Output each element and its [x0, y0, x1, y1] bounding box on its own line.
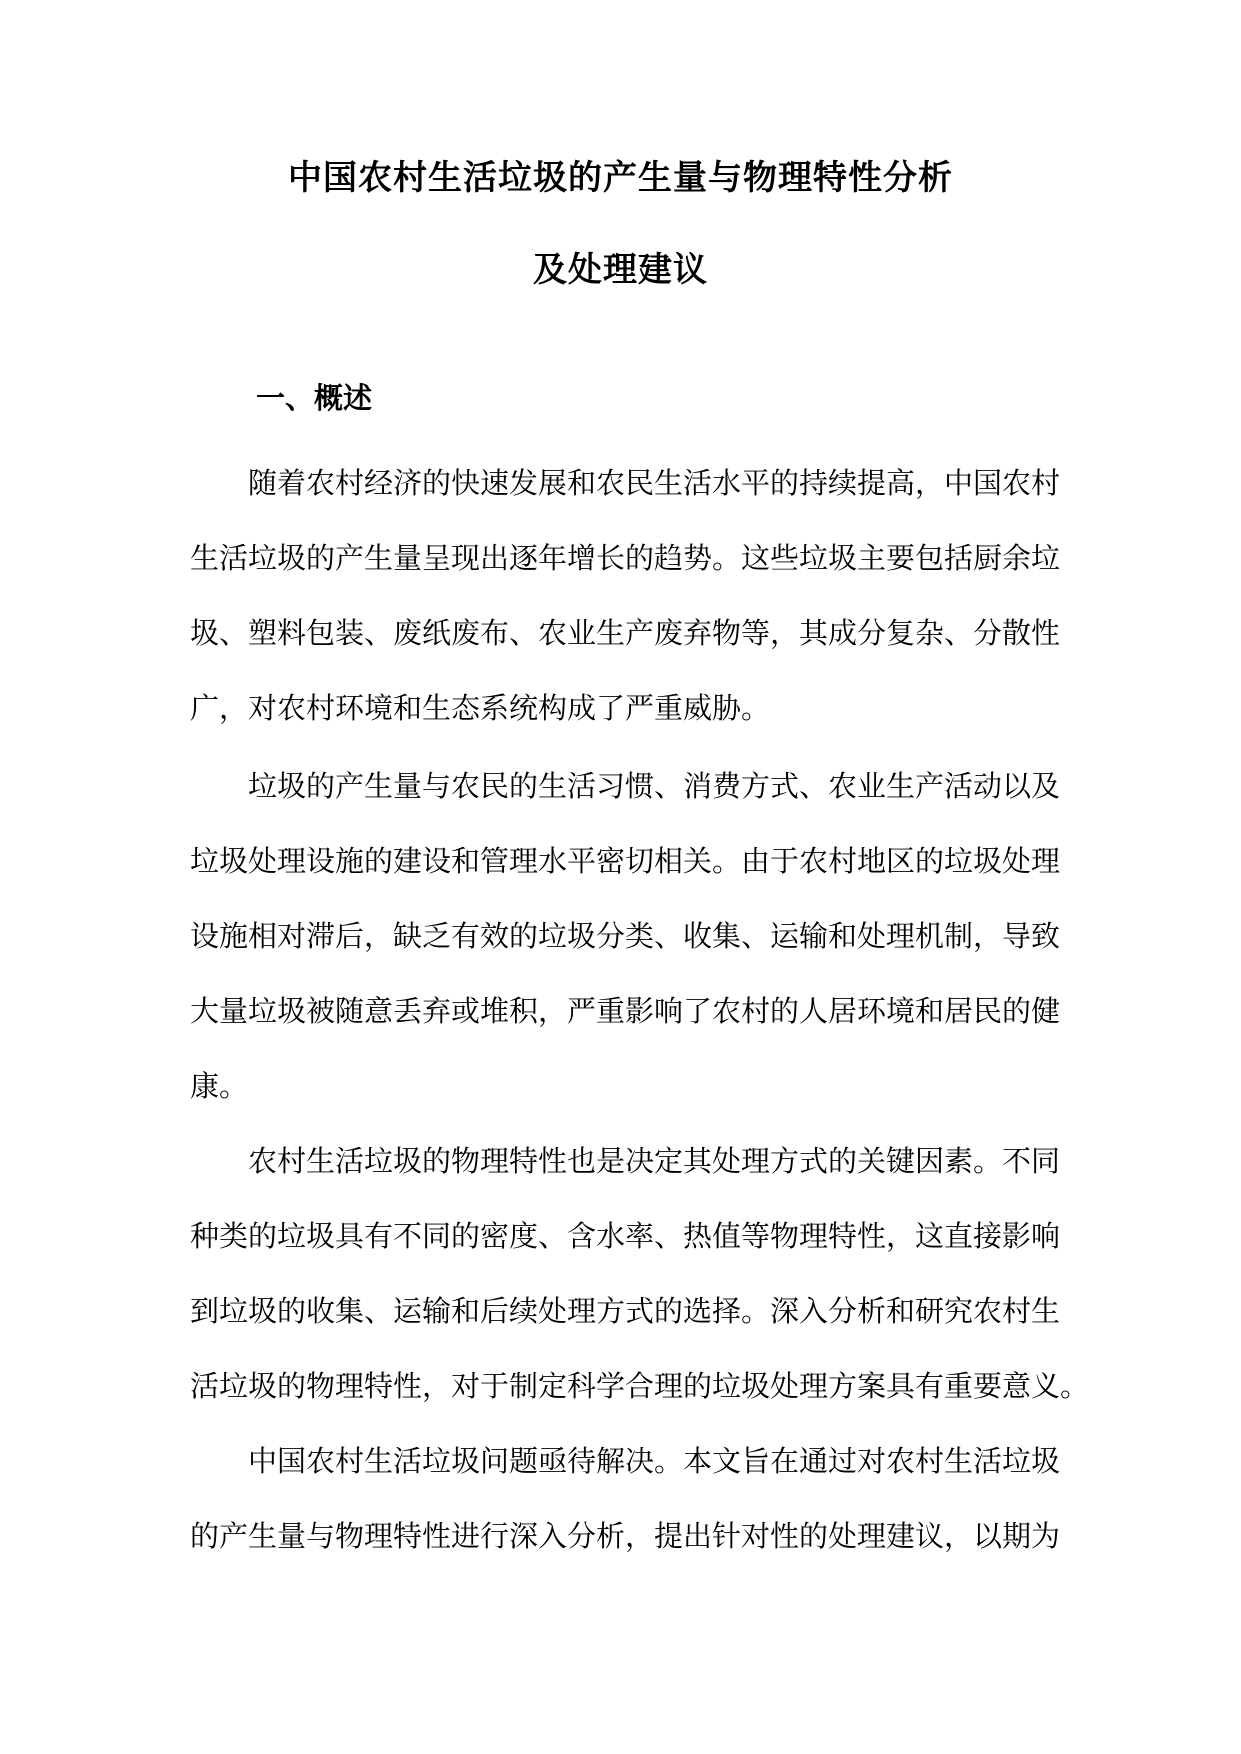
body-line: 大量垃圾被随意丢弃或堆积，严重影响了农村的人居环境和居民的健 — [190, 994, 1061, 1028]
body-line: 随着农村经济的快速发展和农民生活水平的持续提高，中国农村 — [248, 466, 1061, 500]
section-heading: 一、概述 — [256, 381, 373, 415]
body-line: 中国农村生活垃圾问题亟待解决。本文旨在通过对农村生活垃圾 — [248, 1444, 1061, 1478]
document-title-line-2: 及处理建议 — [533, 250, 708, 290]
document-title-line-1: 中国农村生活垃圾的产生量与物理特性分析 — [288, 158, 953, 198]
body-line: 广，对农村环境和生态系统构成了严重威胁。 — [190, 691, 771, 725]
body-line: 设施相对滞后，缺乏有效的垃圾分类、收集、运输和处理机制，导致 — [190, 919, 1061, 953]
body-line: 康。 — [190, 1069, 249, 1103]
body-line: 生活垃圾的产生量呈现出逐年增长的趋势。这些垃圾主要包括厨余垃 — [190, 541, 1061, 575]
body-line: 的产生量与物理特性进行深入分析，提出针对性的处理建议，以期为 — [190, 1519, 1061, 1553]
body-line: 农村生活垃圾的物理特性也是决定其处理方式的关键因素。不同 — [248, 1144, 1061, 1178]
body-line: 垃圾的产生量与农民的生活习惯、消费方式、农业生产活动以及 — [248, 769, 1061, 803]
body-line: 垃圾处理设施的建设和管理水平密切相关。由于农村地区的垃圾处理 — [190, 844, 1061, 878]
body-line: 到垃圾的收集、运输和后续处理方式的选择。深入分析和研究农村生 — [190, 1294, 1061, 1328]
body-line: 圾、塑料包装、废纸废布、农业生产废弃物等，其成分复杂、分散性 — [190, 616, 1061, 650]
body-line: 种类的垃圾具有不同的密度、含水率、热值等物理特性，这直接影响 — [190, 1219, 1061, 1253]
body-line: 活垃圾的物理特性，对于制定科学合理的垃圾处理方案具有重要意义。 — [190, 1369, 1090, 1403]
